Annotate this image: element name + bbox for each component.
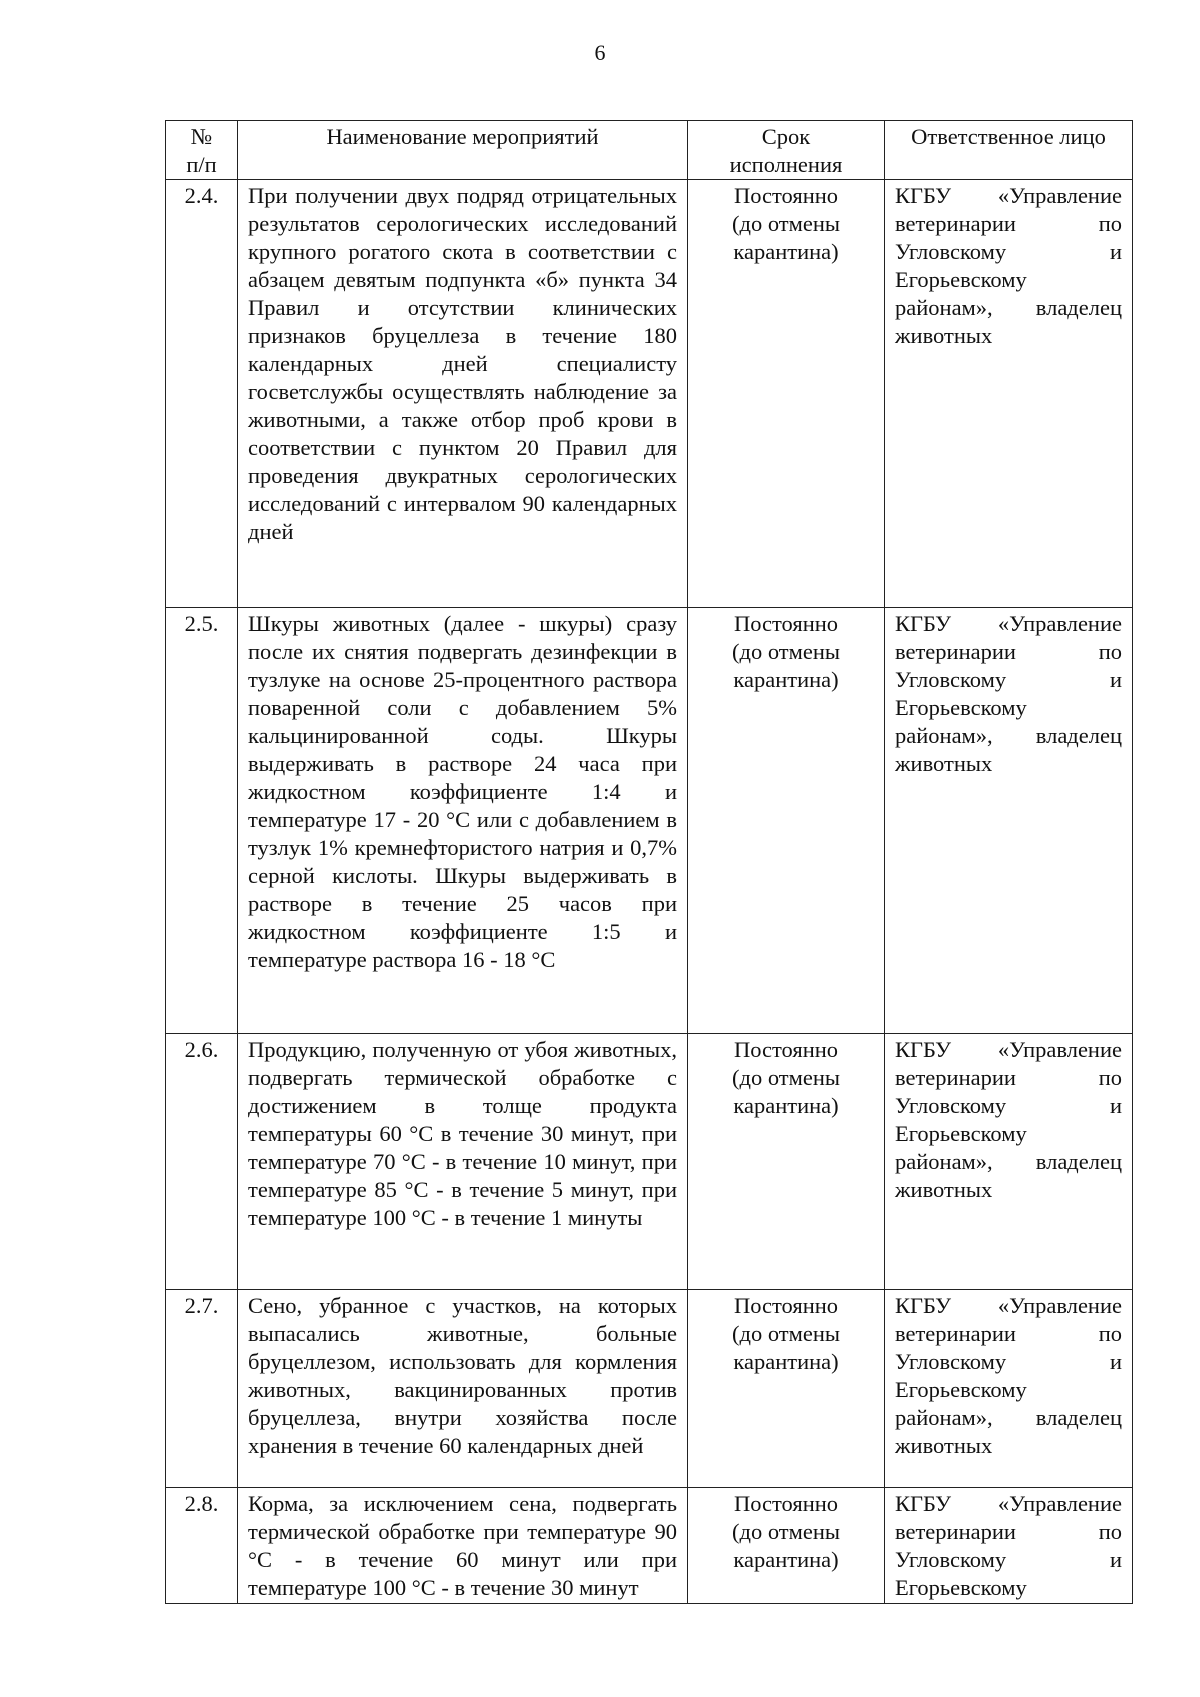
row-num: 2.5. bbox=[166, 608, 238, 1034]
row-num: 2.6. bbox=[166, 1034, 238, 1290]
header-term bbox=[688, 121, 885, 180]
header-num-text: № п/п bbox=[186, 124, 217, 177]
row-description: Сено, убранное с участков, на которых выпасались животные, больные бруцеллезом, использовать для кормления животных, вакцинированных против бруцеллеза, внутри хозяйства после хранения в течение 60 календарных дней bbox=[238, 1290, 688, 1488]
row-term: Постоянно (до отмены карантина) bbox=[688, 1290, 885, 1488]
row-description: Шкуры животных (далее - шкуры) сразу после их снятия подвергать дезинфекции в тузлуке на основе 25-процентного раствора поваренной соли с добавлением 5% кальцинированной соды. Шкуры выдерживать в растворе 24 часа при жидкостном коэффициенте 1:4 и температуре 17 - 20 °С или с добавлением в тузлук 1% кремнефтористого натрия и 0,7% серной кислоты. Шкуры выдерживать в растворе в течение 25 часов при жидкостном коэффициенте 1:5 и температуре раствора 16 - 18 °С bbox=[238, 608, 688, 1034]
header-name bbox=[238, 121, 688, 180]
row-num: 2.8. bbox=[166, 1488, 238, 1604]
row-term: Постоянно (до отмены карантина) bbox=[688, 180, 885, 608]
header-num bbox=[166, 121, 238, 180]
row-description: Продукцию, полученную от убоя животных, подвергать термической обработке с достижением в толще продукта температуры 60 °С в течение 30 минут, при температуре 70 °С - в течение 10 минут, при температуре 85 °С - в течение 5 минут, при температуре 100 °С - в течение 1 минуты bbox=[238, 1034, 688, 1290]
row-num: 2.7. bbox=[166, 1290, 238, 1488]
row-description: Корма, за исключением сена, подвергать термической обработке при температуре 90 °С - в течение 60 минут или при температуре 100 °С - в течение 30 минут bbox=[238, 1488, 688, 1604]
row-term: Постоянно (до отмены карантина) bbox=[688, 608, 885, 1034]
table-row bbox=[166, 1488, 1133, 1604]
row-responsible: КГБУ «Управление ветеринарии по Угловскому и Егорьевскому районам», владелец животных bbox=[885, 180, 1133, 608]
row-term: Постоянно (до отмены карантина) bbox=[688, 1488, 885, 1604]
row-responsible: КГБУ «Управление ветеринарии по Угловскому и Егорьевскому bbox=[885, 1488, 1133, 1604]
row-responsible: КГБУ «Управление ветеринарии по Угловскому и Егорьевскому районам», владелец животных bbox=[885, 608, 1133, 1034]
table-row bbox=[166, 1290, 1133, 1488]
header-name-text: Наименование мероприятий bbox=[326, 124, 599, 149]
row-term: Постоянно (до отмены карантина) bbox=[688, 1034, 885, 1290]
header-term-text: Срок исполнения bbox=[729, 124, 843, 177]
table-header-row bbox=[166, 121, 1133, 180]
row-responsible: КГБУ «Управление ветеринарии по Угловскому и Егорьевскому районам», владелец животных bbox=[885, 1034, 1133, 1290]
header-responsible-text: Ответственное лицо bbox=[911, 124, 1106, 149]
row-description: При получении двух подряд отрицательных результатов серологических исследований крупного рогатого скота в соответствии с абзацем девятым подпункта «б» пункта 34 Правил и отсутствии клинических признаков бруцеллеза в течение 180 календарных дней специалисту госветслужбы осуществлять наблюдение за животными, а также отбор проб крови в соответствии с пунктом 20 Правил для проведения двукратных серологических исследований с интервалом 90 календарных дней bbox=[238, 180, 688, 608]
table-row bbox=[166, 608, 1133, 1034]
page-number: 6 bbox=[594, 40, 606, 65]
row-num: 2.4. bbox=[166, 180, 238, 608]
table-row bbox=[166, 180, 1133, 608]
table-row bbox=[166, 1034, 1133, 1290]
measures-table bbox=[165, 120, 1133, 1604]
row-responsible: КГБУ «Управление ветеринарии по Угловскому и Егорьевскому районам», владелец животных bbox=[885, 1290, 1133, 1488]
header-responsible bbox=[885, 121, 1133, 180]
